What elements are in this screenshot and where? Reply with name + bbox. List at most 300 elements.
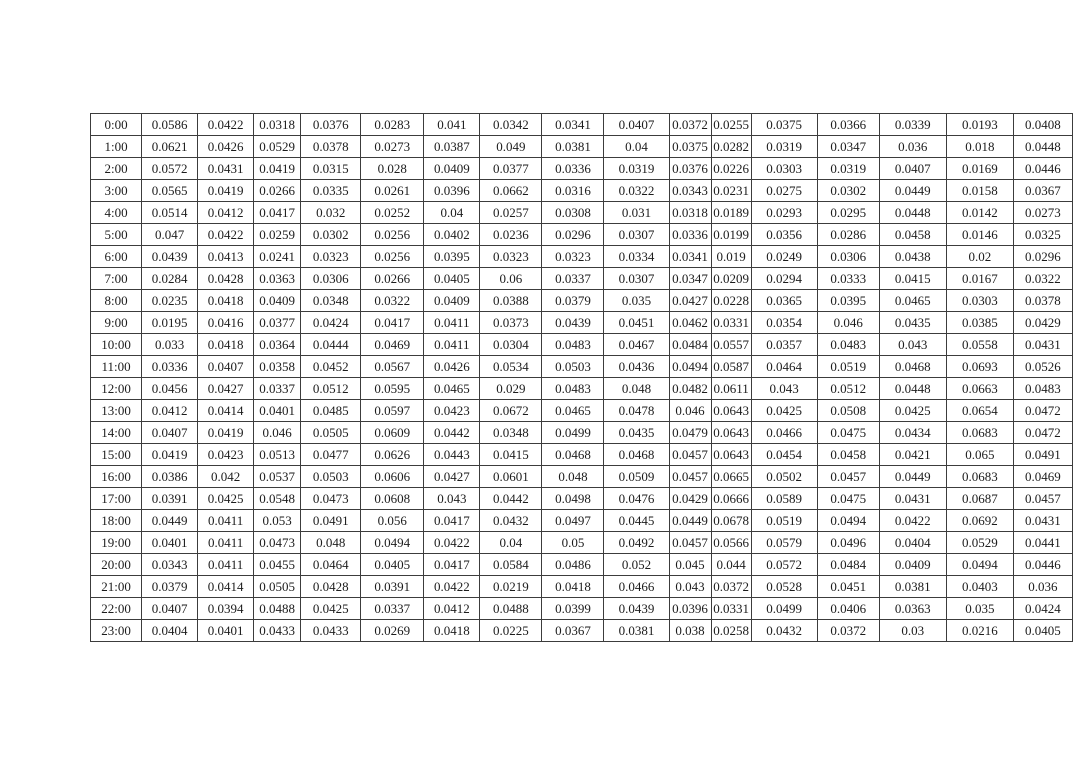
value-cell: 0.0417 — [254, 202, 301, 224]
value-cell: 0.06 — [480, 268, 542, 290]
time-cell: 6:00 — [91, 246, 142, 268]
value-cell: 0.04 — [604, 136, 669, 158]
table-row — [91, 400, 1073, 422]
value-cell: 0.0419 — [198, 180, 254, 202]
time-cell: 9:00 — [91, 312, 142, 334]
value-cell: 0.0666 — [711, 488, 751, 510]
value-cell: 0.0451 — [817, 576, 879, 598]
value-cell: 0.0231 — [711, 180, 751, 202]
value-cell: 0.0193 — [946, 114, 1013, 136]
value-cell: 0.0407 — [198, 356, 254, 378]
value-cell: 0.0228 — [711, 290, 751, 312]
value-cell: 0.0482 — [669, 378, 711, 400]
value-cell: 0.0273 — [1013, 202, 1072, 224]
value-cell: 0.0432 — [751, 620, 817, 642]
value-cell: 0.0405 — [361, 554, 424, 576]
value-cell: 0.0426 — [424, 356, 480, 378]
value-cell: 0.0466 — [751, 422, 817, 444]
value-cell: 0.0687 — [946, 488, 1013, 510]
value-cell: 0.0412 — [198, 202, 254, 224]
value-cell: 0.046 — [254, 422, 301, 444]
value-cell: 0.0423 — [198, 444, 254, 466]
value-cell: 0.0475 — [817, 488, 879, 510]
value-cell: 0.0295 — [817, 202, 879, 224]
value-cell: 0.0446 — [1013, 158, 1072, 180]
value-cell: 0.0259 — [254, 224, 301, 246]
value-cell: 0.0417 — [424, 554, 480, 576]
value-cell: 0.0256 — [361, 246, 424, 268]
value-cell: 0.0438 — [879, 246, 946, 268]
value-cell: 0.0249 — [751, 246, 817, 268]
value-cell: 0.053 — [254, 510, 301, 532]
value-cell: 0.0319 — [604, 158, 669, 180]
value-cell: 0.0142 — [946, 202, 1013, 224]
value-cell: 0.0364 — [254, 334, 301, 356]
value-cell: 0.0414 — [198, 400, 254, 422]
time-cell: 19:00 — [91, 532, 142, 554]
value-cell: 0.0454 — [751, 444, 817, 466]
value-cell: 0.0498 — [542, 488, 604, 510]
value-cell: 0.0376 — [669, 158, 711, 180]
table-row — [91, 290, 1073, 312]
value-cell: 0.043 — [879, 334, 946, 356]
value-cell: 0.0595 — [361, 378, 424, 400]
value-cell: 0.038 — [669, 620, 711, 642]
value-cell: 0.0323 — [480, 246, 542, 268]
value-cell: 0.0427 — [669, 290, 711, 312]
value-cell: 0.0483 — [817, 334, 879, 356]
value-cell: 0.0408 — [1013, 114, 1072, 136]
value-cell: 0.0444 — [301, 334, 361, 356]
value-cell: 0.0337 — [254, 378, 301, 400]
value-cell: 0.0402 — [424, 224, 480, 246]
value-cell: 0.0431 — [879, 488, 946, 510]
value-cell: 0.0401 — [142, 532, 198, 554]
value-cell: 0.0409 — [424, 158, 480, 180]
value-cell: 0.0434 — [879, 422, 946, 444]
value-cell: 0.0258 — [711, 620, 751, 642]
value-cell: 0.0472 — [1013, 422, 1072, 444]
value-cell: 0.036 — [879, 136, 946, 158]
value-cell: 0.056 — [361, 510, 424, 532]
value-cell: 0.0529 — [254, 136, 301, 158]
value-cell: 0.0421 — [879, 444, 946, 466]
value-cell: 0.043 — [669, 576, 711, 598]
value-cell: 0.0455 — [254, 554, 301, 576]
value-cell: 0.043 — [751, 378, 817, 400]
value-cell: 0.0579 — [751, 532, 817, 554]
value-cell: 0.0558 — [946, 334, 1013, 356]
value-cell: 0.032 — [301, 202, 361, 224]
value-cell: 0.0354 — [751, 312, 817, 334]
value-cell: 0.0426 — [198, 136, 254, 158]
value-cell: 0.0683 — [946, 422, 1013, 444]
value-cell: 0.0465 — [424, 378, 480, 400]
value-cell: 0.036 — [1013, 576, 1072, 598]
value-cell: 0.0367 — [542, 620, 604, 642]
value-cell: 0.0406 — [817, 598, 879, 620]
table-row — [91, 422, 1073, 444]
value-cell: 0.0457 — [1013, 488, 1072, 510]
value-cell: 0.0419 — [254, 158, 301, 180]
value-cell: 0.0534 — [480, 356, 542, 378]
value-cell: 0.0226 — [711, 158, 751, 180]
value-cell: 0.0433 — [254, 620, 301, 642]
value-cell: 0.0457 — [669, 532, 711, 554]
value-cell: 0.0597 — [361, 400, 424, 422]
value-cell: 0.0432 — [480, 510, 542, 532]
value-cell: 0.0692 — [946, 510, 1013, 532]
value-cell: 0.0476 — [604, 488, 669, 510]
value-cell: 0.0513 — [254, 444, 301, 466]
value-cell: 0.0335 — [301, 180, 361, 202]
time-cell: 23:00 — [91, 620, 142, 642]
value-cell: 0.0339 — [879, 114, 946, 136]
value-cell: 0.0458 — [817, 444, 879, 466]
table-row — [91, 444, 1073, 466]
value-cell: 0.0425 — [198, 488, 254, 510]
value-cell: 0.0439 — [142, 246, 198, 268]
value-cell: 0.0439 — [604, 598, 669, 620]
value-cell: 0.0347 — [817, 136, 879, 158]
value-cell: 0.0304 — [480, 334, 542, 356]
value-cell: 0.0491 — [301, 510, 361, 532]
value-cell: 0.0341 — [542, 114, 604, 136]
value-cell: 0.0366 — [817, 114, 879, 136]
value-cell: 0.0331 — [711, 312, 751, 334]
value-cell: 0.0431 — [1013, 334, 1072, 356]
value-cell: 0.0261 — [361, 180, 424, 202]
value-cell: 0.0377 — [480, 158, 542, 180]
value-cell: 0.0386 — [142, 466, 198, 488]
table-row — [91, 554, 1073, 576]
value-cell: 0.0499 — [542, 422, 604, 444]
value-cell: 0.0505 — [254, 576, 301, 598]
value-cell: 0.0269 — [361, 620, 424, 642]
value-cell: 0.0483 — [542, 378, 604, 400]
value-cell: 0.0448 — [879, 378, 946, 400]
value-cell: 0.0514 — [142, 202, 198, 224]
value-cell: 0.0467 — [604, 334, 669, 356]
value-cell: 0.0469 — [1013, 466, 1072, 488]
value-cell: 0.0422 — [879, 510, 946, 532]
value-cell: 0.0494 — [361, 532, 424, 554]
value-cell: 0.0601 — [480, 466, 542, 488]
table-row — [91, 532, 1073, 554]
time-cell: 17:00 — [91, 488, 142, 510]
value-cell: 0.04 — [424, 202, 480, 224]
value-cell: 0.0302 — [817, 180, 879, 202]
value-cell: 0.0409 — [254, 290, 301, 312]
value-cell: 0.0424 — [1013, 598, 1072, 620]
value-cell: 0.0252 — [361, 202, 424, 224]
value-cell: 0.0235 — [142, 290, 198, 312]
value-cell: 0.0693 — [946, 356, 1013, 378]
value-cell: 0.0427 — [198, 378, 254, 400]
time-cell: 5:00 — [91, 224, 142, 246]
value-cell: 0.0449 — [879, 180, 946, 202]
value-cell: 0.0307 — [604, 224, 669, 246]
value-cell: 0.0337 — [542, 268, 604, 290]
value-cell: 0.0508 — [817, 400, 879, 422]
value-cell: 0.046 — [817, 312, 879, 334]
time-cell: 0:00 — [91, 114, 142, 136]
value-cell: 0.0209 — [711, 268, 751, 290]
value-cell: 0.0468 — [542, 444, 604, 466]
value-cell: 0.028 — [361, 158, 424, 180]
table-row — [91, 202, 1073, 224]
value-cell: 0.0497 — [542, 510, 604, 532]
value-cell: 0.0572 — [142, 158, 198, 180]
value-cell: 0.048 — [542, 466, 604, 488]
value-cell: 0.0404 — [142, 620, 198, 642]
value-cell: 0.0319 — [751, 136, 817, 158]
value-cell: 0.0509 — [604, 466, 669, 488]
value-cell: 0.0323 — [542, 246, 604, 268]
value-cell: 0.0414 — [198, 576, 254, 598]
table-row — [91, 312, 1073, 334]
value-cell: 0.0377 — [254, 312, 301, 334]
value-cell: 0.0443 — [424, 444, 480, 466]
table-row — [91, 576, 1073, 598]
time-cell: 8:00 — [91, 290, 142, 312]
table-row — [91, 114, 1073, 136]
value-cell: 0.0415 — [879, 268, 946, 290]
value-cell: 0.0503 — [542, 356, 604, 378]
value-cell: 0.0466 — [604, 576, 669, 598]
value-cell: 0.0316 — [542, 180, 604, 202]
value-cell: 0.0528 — [751, 576, 817, 598]
value-cell: 0.0394 — [198, 598, 254, 620]
value-cell: 0.0452 — [301, 356, 361, 378]
value-cell: 0.0643 — [711, 400, 751, 422]
value-cell: 0.0315 — [301, 158, 361, 180]
value-cell: 0.0318 — [669, 202, 711, 224]
value-cell: 0.0381 — [542, 136, 604, 158]
value-cell: 0.0483 — [542, 334, 604, 356]
value-cell: 0.0457 — [817, 466, 879, 488]
table-row — [91, 356, 1073, 378]
value-cell: 0.0526 — [1013, 356, 1072, 378]
value-cell: 0.0425 — [301, 598, 361, 620]
value-cell: 0.0413 — [198, 246, 254, 268]
value-cell: 0.0275 — [751, 180, 817, 202]
table-row — [91, 136, 1073, 158]
value-cell: 0.019 — [711, 246, 751, 268]
value-cell: 0.0343 — [142, 554, 198, 576]
value-cell: 0.0356 — [751, 224, 817, 246]
value-cell: 0.035 — [946, 598, 1013, 620]
value-cell: 0.0333 — [817, 268, 879, 290]
value-cell: 0.048 — [301, 532, 361, 554]
value-cell: 0.0266 — [254, 180, 301, 202]
value-cell: 0.0296 — [542, 224, 604, 246]
value-cell: 0.0424 — [301, 312, 361, 334]
value-cell: 0.048 — [604, 378, 669, 400]
value-cell: 0.0307 — [604, 268, 669, 290]
value-cell: 0.0372 — [711, 576, 751, 598]
value-cell: 0.0422 — [198, 224, 254, 246]
value-cell: 0.0216 — [946, 620, 1013, 642]
value-cell: 0.0609 — [361, 422, 424, 444]
value-cell: 0.0683 — [946, 466, 1013, 488]
value-cell: 0.041 — [424, 114, 480, 136]
value-cell: 0.0567 — [361, 356, 424, 378]
value-cell: 0.0385 — [946, 312, 1013, 334]
value-cell: 0.0469 — [361, 334, 424, 356]
value-cell: 0.0419 — [198, 422, 254, 444]
value-cell: 0.0488 — [254, 598, 301, 620]
value-cell: 0.0621 — [142, 136, 198, 158]
value-cell: 0.0448 — [879, 202, 946, 224]
value-cell: 0.031 — [604, 202, 669, 224]
value-cell: 0.0572 — [751, 554, 817, 576]
value-cell: 0.0411 — [424, 312, 480, 334]
value-cell: 0.049 — [480, 136, 542, 158]
value-cell: 0.0405 — [424, 268, 480, 290]
value-cell: 0.0423 — [424, 400, 480, 422]
value-cell: 0.0428 — [198, 268, 254, 290]
table-row — [91, 246, 1073, 268]
value-cell: 0.0286 — [817, 224, 879, 246]
value-cell: 0.0387 — [424, 136, 480, 158]
time-cell: 13:00 — [91, 400, 142, 422]
value-cell: 0.033 — [142, 334, 198, 356]
value-cell: 0.0379 — [142, 576, 198, 598]
value-cell: 0.0417 — [424, 510, 480, 532]
value-cell: 0.0472 — [1013, 400, 1072, 422]
value-cell: 0.0512 — [817, 378, 879, 400]
value-cell: 0.0395 — [424, 246, 480, 268]
value-cell: 0.0422 — [424, 576, 480, 598]
value-cell: 0.0654 — [946, 400, 1013, 422]
value-cell: 0.0462 — [669, 312, 711, 334]
value-cell: 0.0441 — [1013, 532, 1072, 554]
value-cell: 0.0483 — [1013, 378, 1072, 400]
value-cell: 0.0418 — [542, 576, 604, 598]
value-cell: 0.0419 — [142, 444, 198, 466]
time-cell: 20:00 — [91, 554, 142, 576]
value-cell: 0.0425 — [879, 400, 946, 422]
time-cell: 14:00 — [91, 422, 142, 444]
value-cell: 0.0519 — [817, 356, 879, 378]
value-cell: 0.0479 — [669, 422, 711, 444]
value-cell: 0.0416 — [198, 312, 254, 334]
value-cell: 0.0456 — [142, 378, 198, 400]
value-cell: 0.0465 — [879, 290, 946, 312]
value-cell: 0.0422 — [198, 114, 254, 136]
value-cell: 0.0587 — [711, 356, 751, 378]
value-cell: 0.0449 — [669, 510, 711, 532]
value-cell: 0.0391 — [361, 576, 424, 598]
value-cell: 0.0348 — [480, 422, 542, 444]
value-cell: 0.04 — [480, 532, 542, 554]
value-cell: 0.0169 — [946, 158, 1013, 180]
value-cell: 0.0494 — [669, 356, 711, 378]
value-cell: 0.0428 — [301, 576, 361, 598]
value-cell: 0.0512 — [301, 378, 361, 400]
value-cell: 0.0678 — [711, 510, 751, 532]
value-cell: 0.0336 — [669, 224, 711, 246]
value-cell: 0.0449 — [142, 510, 198, 532]
time-cell: 21:00 — [91, 576, 142, 598]
value-cell: 0.0399 — [542, 598, 604, 620]
table-row — [91, 378, 1073, 400]
value-cell: 0.0589 — [751, 488, 817, 510]
value-cell: 0.046 — [669, 400, 711, 422]
table-row — [91, 598, 1073, 620]
value-cell: 0.0236 — [480, 224, 542, 246]
value-cell: 0.0336 — [142, 356, 198, 378]
value-cell: 0.0643 — [711, 444, 751, 466]
value-cell: 0.0492 — [604, 532, 669, 554]
time-cell: 3:00 — [91, 180, 142, 202]
value-cell: 0.029 — [480, 378, 542, 400]
value-cell: 0.0412 — [142, 400, 198, 422]
value-cell: 0.0484 — [669, 334, 711, 356]
value-cell: 0.0381 — [879, 576, 946, 598]
value-cell: 0.0464 — [751, 356, 817, 378]
value-cell: 0.0372 — [669, 114, 711, 136]
value-cell: 0.0418 — [424, 620, 480, 642]
value-cell: 0.03 — [879, 620, 946, 642]
value-cell: 0.0337 — [361, 598, 424, 620]
value-cell: 0.0494 — [946, 554, 1013, 576]
value-cell: 0.0325 — [1013, 224, 1072, 246]
value-cell: 0.0372 — [817, 620, 879, 642]
table-row — [91, 334, 1073, 356]
value-cell: 0.0451 — [604, 312, 669, 334]
value-cell: 0.0306 — [817, 246, 879, 268]
value-cell: 0.035 — [604, 290, 669, 312]
value-cell: 0.0303 — [751, 158, 817, 180]
value-cell: 0.0308 — [542, 202, 604, 224]
value-cell: 0.0319 — [817, 158, 879, 180]
value-cell: 0.0199 — [711, 224, 751, 246]
value-cell: 0.0396 — [669, 598, 711, 620]
value-cell: 0.0502 — [751, 466, 817, 488]
time-cell: 1:00 — [91, 136, 142, 158]
table-row — [91, 224, 1073, 246]
value-cell: 0.0672 — [480, 400, 542, 422]
value-cell: 0.0412 — [424, 598, 480, 620]
value-cell: 0.0347 — [669, 268, 711, 290]
value-cell: 0.0566 — [711, 532, 751, 554]
value-cell: 0.0404 — [879, 532, 946, 554]
value-cell: 0.0146 — [946, 224, 1013, 246]
value-cell: 0.0391 — [142, 488, 198, 510]
value-cell: 0.0322 — [361, 290, 424, 312]
value-cell: 0.0411 — [198, 532, 254, 554]
value-cell: 0.0557 — [711, 334, 751, 356]
value-cell: 0.0473 — [301, 488, 361, 510]
value-cell: 0.0477 — [301, 444, 361, 466]
value-cell: 0.0499 — [751, 598, 817, 620]
value-cell: 0.0425 — [751, 400, 817, 422]
time-cell: 10:00 — [91, 334, 142, 356]
value-cell: 0.0422 — [424, 532, 480, 554]
value-cell: 0.0586 — [142, 114, 198, 136]
value-cell: 0.0429 — [669, 488, 711, 510]
value-cell: 0.0415 — [480, 444, 542, 466]
value-cell: 0.0457 — [669, 466, 711, 488]
value-cell: 0.0342 — [480, 114, 542, 136]
value-cell: 0.0256 — [361, 224, 424, 246]
value-cell: 0.044 — [711, 554, 751, 576]
value-cell: 0.0363 — [254, 268, 301, 290]
value-cell: 0.0407 — [142, 598, 198, 620]
value-cell: 0.0302 — [301, 224, 361, 246]
